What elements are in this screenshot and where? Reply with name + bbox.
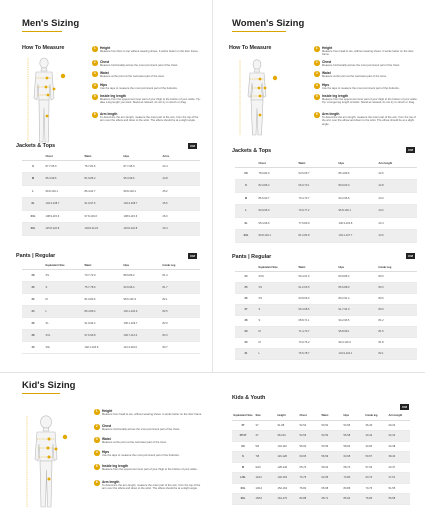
women-title-underline bbox=[232, 31, 286, 32]
instruction-arm-length: 6 Arm length To determine the arm length, measure the outer part of the arm, from the top of the arm over the elbow and down to the wrist. The elbow should be at a slight angle. bbox=[93, 112, 199, 123]
instruction-arm-length: 6 Arm length To determine the arm length, measure the outer part of the arm, from the top of the arm over the elbow and down to the wrist. The elbow should be at a slight angle. bbox=[315, 112, 416, 126]
kids-body-figure bbox=[22, 413, 72, 510]
instruction-number: 6 bbox=[93, 112, 96, 116]
women-sizing-panel bbox=[213, 0, 425, 372]
instruction-inside-leg: 5 Inside leg length Measure from the uppermost inner part of your thigh to the bottom of your ankle. Tip: take a leg length you want. Stand as relaxed, do not try to strech or drag. bbox=[93, 94, 201, 105]
table-row: M 95.3-99.6 81.9-86.2 95.3-99.6 24.8 bbox=[22, 173, 200, 186]
instruction-chest: 2 Chest Measure horizontally across the most prominent part of the chest. bbox=[95, 424, 180, 432]
table-row: XXL 13/14 152-164 76-82 65-68 80-86 70-76 51-55 bbox=[232, 483, 410, 494]
kids-table: Equivalent Size Size Height Chest Waist Hips Inside leg Arm length 3T 3Y 91-98 52-54 50-52 54-56 36-40 29-32 4T/4Y 4Y 98-104 54-56 52-53 56-58 40-44 32-34 XS 5/6 104-116 56-60 53-56 58-63 44-50 34-38 S 7/8 116-128 60-65 56-59 63-68 50-57 38-43 M 9/10 128-140 65-70 59-62 68-74 57-63 43-47 L/XL 11/12 140-152 70-76 62-65 74-80 63-70 47-51 XXL 13/14 152-164 76-82 65-68 80-86 70-76 51-55 3XL 15/16 164-170 82-88 68-71 86-92 76-80 55-58 bbox=[232, 412, 410, 505]
kids-sizing-panel bbox=[0, 373, 425, 510]
women-title: Women's Sizing bbox=[232, 18, 305, 29]
men-jackets-table: Chest Waist Hips Arms S 87.7-95.0 75.7-81.6 87.7-95.0 24.4 M 95.3-99.6 81.9-86.2 95.3-99.6 24.8 L 99.8-104.1 86.4-91.7 99.8-104.1 25.2 XL 104.3-108.7 91.9-97.6 104.3-108.7 25.6 XXL 108.9-115.6 97.8-104.6 108.9-115.6 26.0 3XL 115.8-122.8 104.8-111.8 115.8-122.8 26.4 bbox=[22, 153, 200, 236]
table-row: 25 XS 61.2-63.5 86.6-88.9 80.3 bbox=[235, 282, 417, 293]
men-jackets-unit-badge: CM bbox=[188, 143, 197, 149]
women-jackets-title: Jackets & Tops bbox=[232, 148, 272, 154]
instruction-arm-length: 6 Arm length To determine the arm length, measure the outer part of the arm, from the top of the arm over the elbow and down to the wrist. The elbow should be at a slight angle. bbox=[95, 480, 201, 491]
instruction-inside-leg: 5 Inside leg length Measure from the uppermost inner part of your thigh to the bottom of your ankle. bbox=[95, 464, 198, 472]
instruction-number: 1 bbox=[93, 46, 96, 50]
table-row: S 87.7-95.0 75.7-81.6 87.7-95.0 24.4 bbox=[22, 160, 200, 173]
table-row: M 9/10 128-140 65-70 59-62 68-74 57-63 43-47 bbox=[232, 462, 410, 473]
women-pants-table: Equivalent Size Waist Hips Inside Leg 24 XXS 59.4-61.0 84.8-86.4 80.0 25 XS 61.2-63.5 86.6-88.9 80.3 26 XS 63.8-66.0 89.2-91.4 80.6 27 S 66.3-68.6 91.7-94.0 80.9 28 S 68.8-71.1 94.2-96.5 81.2 29 M 71.4-73.7 96.8-99.1 81.5 30 M 73.9-76.2 99.3-101.6 81.8 31 L 76.5-78.7 101.9-104.1 82.1 bbox=[235, 264, 417, 360]
men-body-figure bbox=[24, 56, 72, 146]
table-row: 4T/4Y 4Y 98-104 54-56 52-53 56-58 40-44 32-34 bbox=[232, 431, 410, 442]
instruction-number: 1 bbox=[315, 46, 318, 50]
table-row: 3XL 15/16 164-170 82-88 68-71 86-92 76-80 55-58 bbox=[232, 494, 410, 505]
table-row: L 90.9-95.0 73.9-77.2 96.8-100.1 23.2 bbox=[235, 205, 417, 218]
instruction-number: 2 bbox=[93, 60, 96, 64]
table-row: 34 L 86.4-89.4 102.1-104.9 82.5 bbox=[22, 305, 200, 317]
table-row: XL 95.3-99.6 77.5-80.9 100.3-103.8 23.4 bbox=[235, 217, 417, 230]
women-pants-unit-badge: CM bbox=[406, 253, 415, 259]
table-row: 26 XS 63.8-66.0 89.2-91.4 80.6 bbox=[235, 293, 417, 304]
table-row: 38 XXL 97.6-99.8 109.7-113.0 83.3 bbox=[22, 329, 200, 341]
women-measure-title: How To Measure bbox=[229, 45, 272, 51]
table-row: XXL 108.9-115.6 97.8-104.6 108.9-115.6 26.0 bbox=[22, 210, 200, 223]
instruction-number: 5 bbox=[93, 94, 96, 98]
instruction-number: 1 bbox=[95, 409, 98, 413]
instruction-height: 1 Height Measure from head to toe, without wearing shoes. It works better on the door frame. bbox=[315, 46, 414, 57]
instruction-number: 2 bbox=[315, 60, 318, 64]
instruction-chest: 2 Chest Measure horizontally across the most prominent part of the chest. bbox=[315, 60, 400, 68]
instruction-hips: 4 Hips Use the tape to measure the most prominent part of the buttocks. bbox=[315, 83, 400, 91]
table-row: L 99.8-104.1 86.4-91.7 99.8-104.1 25.2 bbox=[22, 185, 200, 198]
women-jackets-unit-badge: CM bbox=[406, 147, 415, 153]
instruction-number: 3 bbox=[315, 71, 318, 75]
kids-title-underline bbox=[22, 393, 60, 394]
kids-unit-badge: CM bbox=[400, 404, 409, 410]
instruction-waist: 3 Waist Measure at the point at the narrowest part of the torso. bbox=[95, 437, 167, 445]
table-row: 3T 3Y 91-98 52-54 50-52 54-56 36-40 29-32 bbox=[232, 420, 410, 431]
table-row: 24 XXS 59.4-61.0 84.8-86.4 80.0 bbox=[235, 271, 417, 282]
instruction-hips: 4 Hips Use the tape to measure the most prominent part of the buttocks. bbox=[93, 83, 178, 91]
kids-title: Kid's Sizing bbox=[22, 380, 76, 391]
instruction-number: 3 bbox=[95, 437, 98, 441]
men-instructions bbox=[92, 46, 202, 146]
table-row: 32 M 81.3-83.6 98.6-101.9 82.1 bbox=[22, 293, 200, 305]
kids-table-title: Kids & Youth bbox=[232, 395, 266, 401]
instruction-inside-leg: 5 Inside leg length Measure from the uppermost inner part of your thigh to the bottom of your ankle. Tip: a longer leg length is better. Stand as relaxed, do not try to strech or drag. bbox=[315, 94, 418, 105]
table-row: 27 S 66.3-68.6 91.7-94.0 80.9 bbox=[235, 304, 417, 315]
instruction-number: 3 bbox=[93, 71, 96, 75]
men-pants-unit-badge: CM bbox=[188, 253, 197, 259]
men-sizing-panel bbox=[0, 0, 212, 372]
table-row: L/XL 11/12 140-152 70-76 62-65 74-80 63-70 47-51 bbox=[232, 473, 410, 484]
table-row: 36 XL 91.9-94.2 105.1-109.7 82.9 bbox=[22, 317, 200, 329]
table-row: 40 3XL 102.1-104.9 113.3-116.6 83.7 bbox=[22, 341, 200, 353]
instruction-number: 4 bbox=[315, 83, 318, 87]
instruction-height: 1 Height Measure from floor to top without wearing shoes. It works better on the door frame. bbox=[93, 46, 199, 54]
women-instructions bbox=[314, 46, 418, 146]
table-row: XXL 99.8-104.1 81.2-84.8 104.1-107.7 23.6 bbox=[235, 230, 417, 243]
men-title: Men's Sizing bbox=[22, 18, 80, 29]
table-row: XS 5/6 104-116 56-60 53-56 58-63 44-50 34-38 bbox=[232, 441, 410, 452]
table-row: 3XL 115.8-122.8 104.8-111.8 115.8-122.8 26.4 bbox=[22, 223, 200, 236]
instruction-number: 2 bbox=[95, 424, 98, 428]
instruction-number: 5 bbox=[315, 94, 318, 98]
women-pants-title: Pants | Regular bbox=[232, 254, 272, 260]
table-row: 29 M 71.4-73.7 96.8-99.1 81.5 bbox=[235, 326, 417, 337]
instruction-number: 4 bbox=[93, 83, 96, 87]
men-jackets-title: Jackets & Tops bbox=[16, 143, 56, 149]
kids-instructions bbox=[94, 409, 204, 509]
instruction-chest: 2 Chest Measure horizontally across the most prominent part of the chest. bbox=[93, 60, 178, 68]
table-row: XL 104.3-108.7 91.9-97.6 104.3-108.7 25.6 bbox=[22, 198, 200, 211]
table-row: 31 L 76.5-78.7 101.9-104.1 82.1 bbox=[235, 348, 417, 359]
table-row: 28 S 68.8-71.1 94.2-96.5 81.2 bbox=[235, 315, 417, 326]
instruction-number: 6 bbox=[95, 480, 98, 484]
men-pants-table: Equivalent Size Waist Hips Inside Leg 28 XS 70.7-72.9 88.9-89.2 81.3 30 S 75.7-78.9 93.9-96.4 81.7 32 M 81.3-83.6 98.6-101.9 82.1 34 L 86.4-89.4 102.1-104.9 82.5 36 XL 91.9-94.2 105.1-109.7 82.9 38 XXL 97.6-99.8 109.7-113.0 83.3 40 3XL 102.1-104.9 113.3-116.6 83.7 bbox=[22, 262, 200, 354]
instruction-hips: 4 Hips Use the tape to measure the most prominent part of the buttocks. bbox=[95, 450, 180, 458]
women-jackets-table: Chest Waist Hips Arm length XS 78.0-82.0 63.5-66.7 86.4-89.6 22.6 S 82.3-86.4 66.9-70.1 89.9-93.0 22.8 M 86.6-90.7 70.4-73.7 93.2-96.5 23.0 L 90.9-95.0 73.9-77.2 96.8-100.1 23.2 XL 95.3-99.6 77.5-80.9 100.3-103.8 23.4 XXL 99.8-104.1 81.2-84.8 104.1-107.7 23.6 bbox=[235, 160, 417, 243]
table-row: S 7/8 116-128 60-65 56-59 63-68 50-57 38-43 bbox=[232, 452, 410, 463]
women-body-figure bbox=[235, 58, 283, 138]
table-row: 30 S 75.7-78.9 93.9-96.4 81.7 bbox=[22, 281, 200, 293]
men-title-underline bbox=[22, 31, 62, 32]
men-measure-title: How To Measure bbox=[22, 45, 65, 51]
table-row: M 86.6-90.7 70.4-73.7 93.2-96.5 23.0 bbox=[235, 192, 417, 205]
table-row: XS 78.0-82.0 63.5-66.7 86.4-89.6 22.6 bbox=[235, 167, 417, 180]
instruction-waist: 3 Waist Measure at the point at the narrowest part of the torso. bbox=[93, 71, 165, 79]
table-row: S 82.3-86.4 66.9-70.1 89.9-93.0 22.8 bbox=[235, 180, 417, 193]
instruction-number: 5 bbox=[95, 464, 98, 468]
instruction-number: 6 bbox=[315, 112, 318, 116]
instruction-waist: 3 Waist Measure at the point at the narrowest part of the torso. bbox=[315, 71, 387, 79]
instruction-number: 4 bbox=[95, 450, 98, 454]
table-row: 28 XS 70.7-72.9 88.9-89.2 81.3 bbox=[22, 269, 200, 281]
table-row: 30 M 73.9-76.2 99.3-101.6 81.8 bbox=[235, 337, 417, 348]
men-pants-title: Pants | Regular bbox=[16, 253, 56, 259]
instruction-height: 1 Height Measure from head to toe, without wearing shoes. It works better on the door frame. bbox=[95, 409, 202, 417]
